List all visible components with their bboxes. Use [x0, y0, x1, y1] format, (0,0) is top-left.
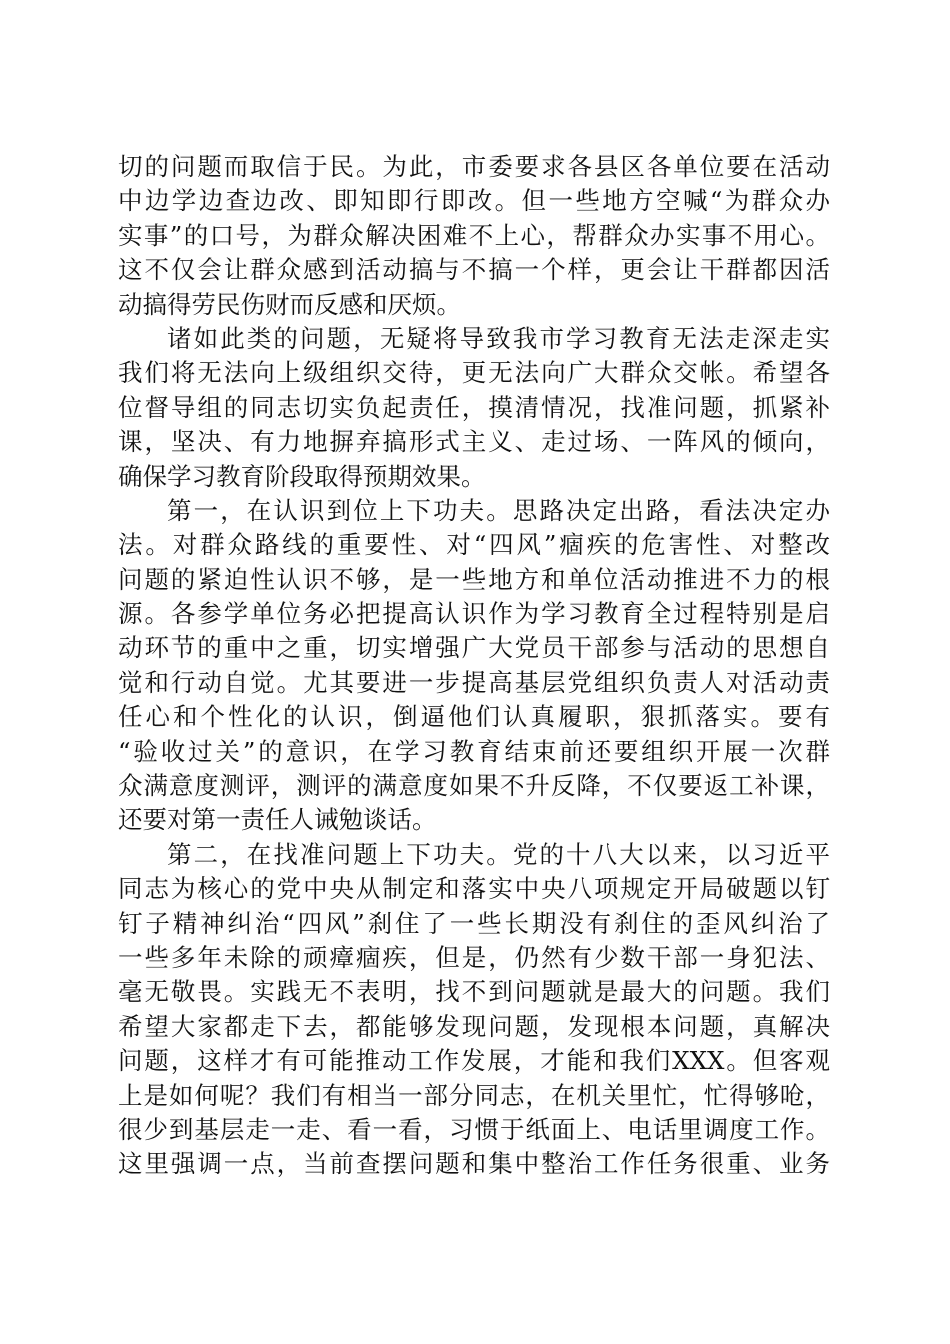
text-line: 这里强调一点，当前查摆问题和集中整治工作任务很重、业务 — [118, 1149, 830, 1179]
text-line: 众满意度测评，测评的满意度如果不升反降，不仅要返工补课， — [118, 771, 830, 801]
text-line: 一些多年未除的顽瘴痼疾，但是，仍然有少数干部一身犯法、 — [118, 942, 830, 972]
text-line: 上是如何呢？我们有相当一部分同志，在机关里忙，忙得够呛， — [118, 1080, 830, 1110]
text-line: 第二，在找准问题上下功夫。党的十八大以来，以习近平 — [167, 839, 830, 869]
text-line: 动环节的重中之重，切实增强广大党员干部参与活动的思想自 — [118, 633, 830, 663]
text-line: 问题，这样才有可能推动工作发展，才能和我们XXX。但客观 — [118, 1046, 830, 1076]
text-line: 切的问题而取信于民。为此，市委要求各县区各单位要在活动 — [118, 152, 830, 181]
text-line: 确保学习教育阶段取得预期效果。 — [118, 461, 486, 491]
text-line: 动搞得劳民伤财而反感和厌烦。 — [118, 289, 461, 319]
text-line: 第一，在认识到位上下功夫。思路决定出路，看法决定办 — [167, 495, 830, 525]
text-line: 中边学边查边改、即知即行即改。但一些地方空喊“为群众办 — [118, 186, 830, 216]
text-line: 问题的紧迫性认识不够，是一些地方和单位活动推进不力的根 — [118, 564, 830, 594]
text-line: 觉和行动自觉。尤其要进一步提高基层党组织负责人对活动责 — [118, 667, 830, 697]
text-line: 课，坚决、有力地摒弃搞形式主义、走过场、一阵风的倾向， — [118, 427, 830, 457]
text-line: 这不仅会让群众感到活动搞与不搞一个样，更会让干群都因活 — [118, 255, 830, 285]
text-line: 钉子精神纠治“四风”刹住了一些长期没有刹住的歪风纠治了 — [118, 908, 830, 938]
text-line: 源。各参学单位务必把提高认识作为学习教育全过程特别是启 — [118, 599, 830, 629]
text-line: 很少到基层走一走、看一看，习惯于纸面上、电话里调度工作。 — [118, 1114, 830, 1144]
text-line: 实事”的口号，为群众解决困难不上心，帮群众办实事不用心。 — [118, 220, 830, 250]
text-line: 诸如此类的问题，无疑将导致我市学习教育无法走深走实 — [167, 323, 830, 353]
text-line: 任心和个性化的认识，倒逼他们认真履职，狠抓落实。要有 — [118, 702, 830, 732]
text-line: 位督导组的同志切实负起责任，摸清情况，找准问题，抓紧补 — [118, 392, 830, 422]
text-line: 我们将无法向上级组织交待，更无法向广大群众交帐。希望各 — [118, 358, 830, 388]
text-line: 同志为核心的党中央从制定和落实中央八项规定开局破题以钉 — [118, 874, 830, 904]
text-line: 法。对群众路线的重要性、对“四风”痼疾的危害性、对整改 — [118, 530, 830, 560]
text-line: 还要对第一责任人诫勉谈话。 — [118, 805, 437, 835]
text-line: “验收过关”的意识，在学习教育结束前还要组织开展一次群 — [118, 736, 830, 766]
text-line: 毫无敬畏。实践无不表明，找不到问题就是最大的问题。我们 — [118, 977, 830, 1007]
text-line: 希望大家都走下去，都能够发现问题，发现根本问题，真解决 — [118, 1011, 830, 1041]
document-body — [118, 150, 830, 1182]
